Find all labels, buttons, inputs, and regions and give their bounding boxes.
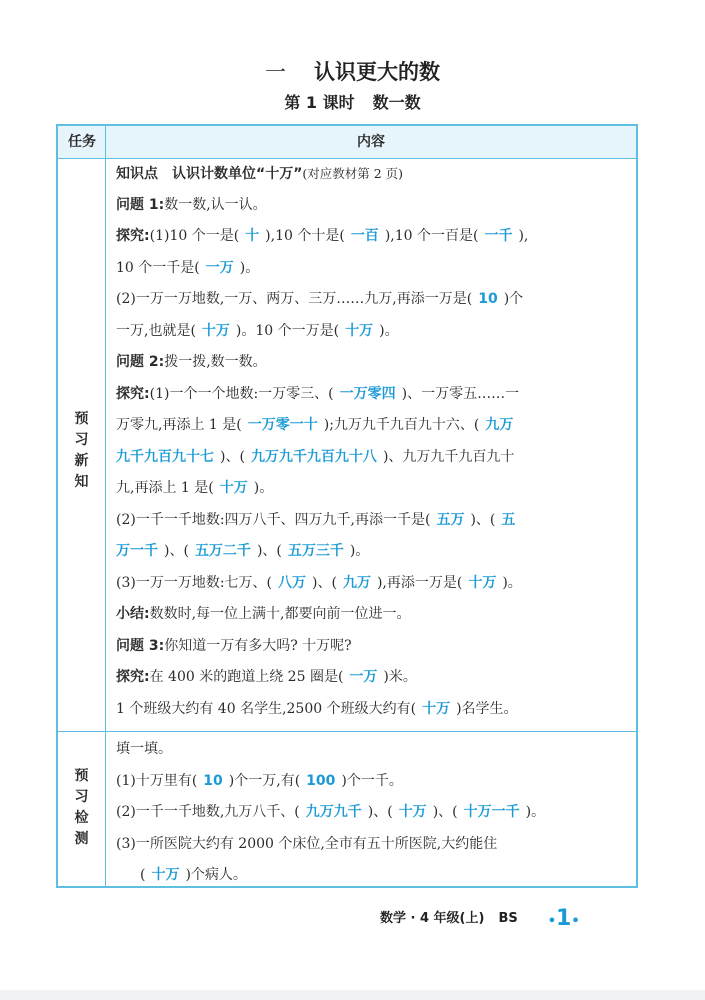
chapter-number: 一 [265, 60, 286, 84]
chapter-title [0, 56, 705, 86]
task-table [56, 124, 638, 888]
check-content [116, 734, 634, 892]
question-3-line: 问题 3:你知道一万有多大吗? 十万呢? [116, 637, 352, 654]
check-item-3-line-1: (3)一所医院大约有 2000 个床位,全市有五十所医院,大约能住 [116, 835, 498, 852]
explore-1-line-1: 探究:(1)10 个一是( 十 ),10 个十是( 一百 ),10 个一百是( 一千 ), [116, 228, 529, 244]
explore-2-line-5: (2)一千一千地数:四万八千、四万九千,再添一千是( 五万 )、( 五 [116, 511, 516, 528]
explore-2-line-7: (3)一万一万地数:七万、( 八万 )、( 九万 ),再添一万是( 十万 )。 [116, 574, 522, 591]
header-task: 任务 [68, 134, 96, 150]
explore-2-line-1: 探究:(1)一个一个地数:一万零三、( 一万零四 )、一万零五……一 [116, 385, 520, 402]
section-label-check: 预 习 检 测 [74, 768, 89, 847]
table-header [58, 126, 636, 159]
lesson-title [0, 90, 705, 113]
explore-3-line-2: 1 个班级大约有 40 名学生,2500 个班级大约有( 十万 )名学生。 [116, 700, 518, 717]
footer-edition: BS [498, 911, 518, 926]
bottom-bar [0, 990, 705, 1000]
page-footer [380, 906, 580, 931]
explore-1-line-3: (2)一万一万地数,一万、两万、三万……九万,再添一万是( 10 )个 [116, 291, 524, 307]
explore-1-line-2: 10 个一千是( 一万 )。 [116, 259, 260, 276]
explore-2-line-4: 九,再添上 1 是( 十万 )。 [116, 480, 274, 496]
knowledge-point-line: 知识点 认识计数单位“十万”(对应教材第 2 页) [116, 166, 404, 182]
explore-2-line-3: 九千九百九十七 )、( 九万九千九百九十八 )、九万九千九百九十 [116, 448, 515, 465]
column-divider [105, 126, 106, 886]
lesson-number: 第 1 课时 [284, 93, 355, 112]
summary-line: 小结:数数时,每一位上满十,都要向前一位进一。 [116, 606, 411, 622]
question-1-line: 问题 1:数一数,认一认。 [116, 196, 267, 213]
question-2-line: 问题 2:拨一拨,数一数。 [116, 354, 267, 370]
lesson-name: 数一数 [372, 93, 421, 112]
check-item-3-line-2: ( 十万 )个病人。 [140, 867, 247, 883]
explore-1-line-4: 一万,也就是( 十万 )。10 个一万是( 十万 )。 [116, 322, 399, 339]
explore-2-line-6: 万一千 )、( 五万二千 )、( 五万三千 )。 [116, 543, 370, 559]
explore-2-line-2: 万零九,再添上 1 是( 一万零一十 );九万九千九百九十六、( 九万 [116, 417, 514, 433]
footer-subject: 数学 · 4 年级(上) [380, 911, 485, 926]
page-number: •1• [547, 906, 580, 931]
header-content: 内容 [357, 134, 385, 150]
section-label-preview: 预 习 新 知 [74, 411, 89, 490]
check-intro-line: 填一填。 [116, 741, 172, 757]
explore-3-line-1: 探究:在 400 米的跑道上绕 25 圈是( 一万 )米。 [116, 669, 417, 685]
chapter-name: 认识更大的数 [314, 60, 440, 84]
check-item-2: (2)一千一千地数,九万八千、( 九万九千 )、( 十万 )、( 十万一千 )。 [116, 804, 546, 820]
preview-content [116, 158, 634, 725]
check-item-1: (1)十万里有( 10 )个一万,有( 100 )个一千。 [116, 772, 403, 789]
row-divider [58, 731, 636, 732]
